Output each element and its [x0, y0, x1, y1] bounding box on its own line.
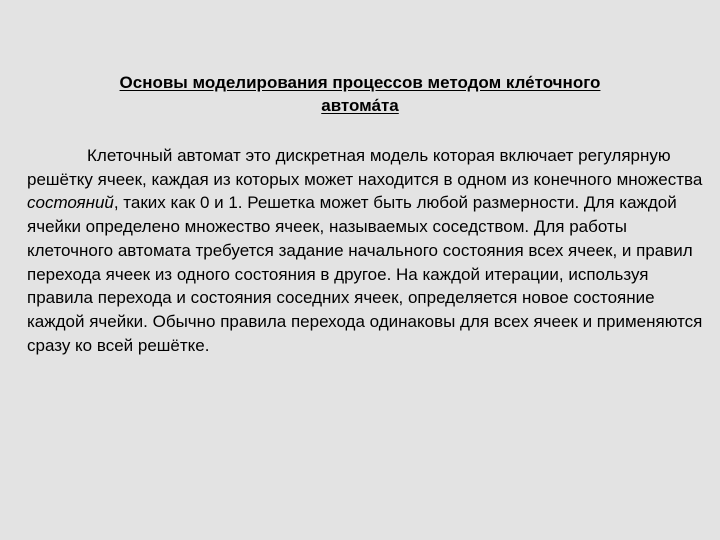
paragraph-text-start: Клеточный автомат это дискретная модель которая включает регулярную решётку ячеек, каждая из которых может находится в одном из конечного множества	[27, 146, 703, 189]
slide-title	[40, 71, 680, 117]
title-line-1: Основы моделирования процессов методом кле́точного	[119, 73, 601, 92]
title-line-2: автома́та	[321, 96, 399, 115]
paragraph-text-end: , таких как 0 и 1. Решетка может быть любой размерности. Для каждой ячейки определено множество ячеек, называемых соседством. Для работы клеточного автомата требуется задание начального состояния всех ячеек, и правил перехода ячеек из одного состояния в другое. На каждой итерации, используя правила перехода и состояния соседних ячеек, определяется новое состояние каждой ячейки. Обычно правила перехода одинаковы для всех ячеек и применяются сразу ко всей решётке.	[27, 193, 703, 355]
paragraph-emphasis: состояний	[27, 193, 114, 213]
body-paragraph	[27, 144, 707, 357]
